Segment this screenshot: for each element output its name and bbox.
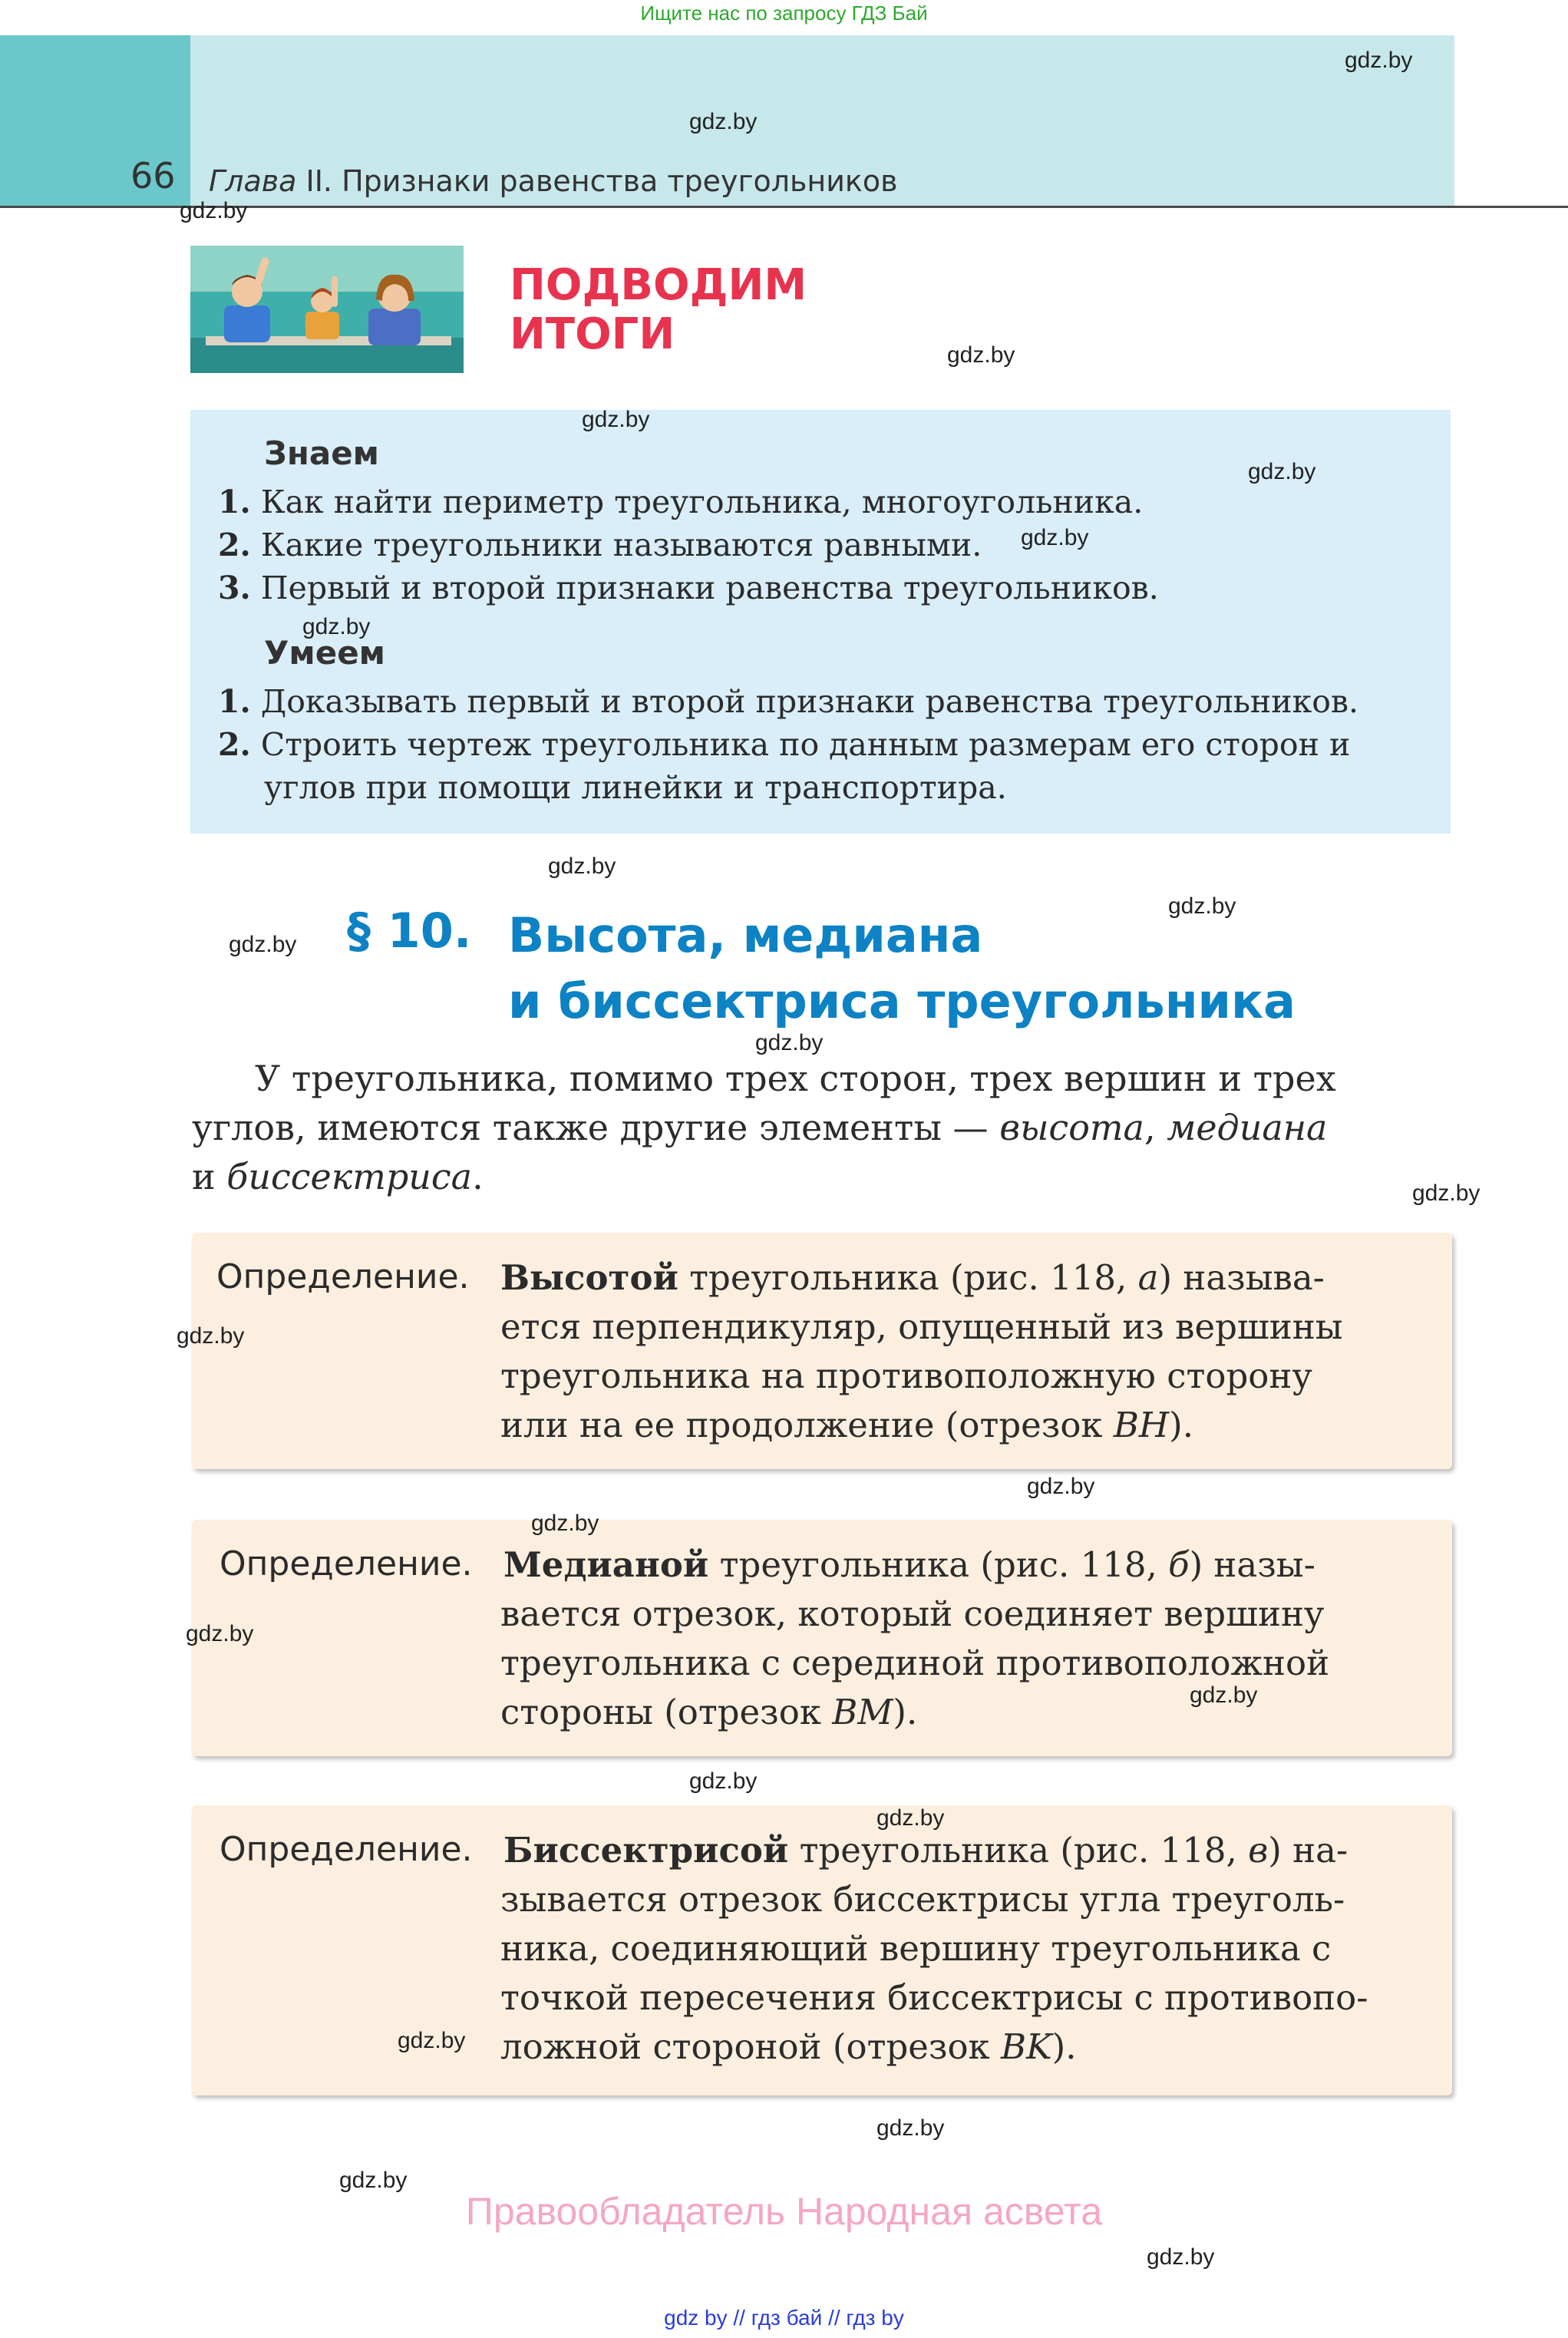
summary-title-line1: ПОДВОДИМ	[510, 260, 807, 310]
summary-title	[510, 261, 807, 359]
know-item	[218, 570, 1159, 606]
watermark: gdz.by	[947, 342, 1015, 368]
definition-text: ) назы-	[1189, 1544, 1315, 1585]
watermark: gdz.by	[1345, 48, 1413, 73]
know-item-text: Какие треугольники называются равными.	[260, 527, 982, 563]
students-illustration	[190, 246, 464, 373]
definition-text: или на ее продолжение (отрезок	[500, 1405, 1114, 1445]
intro-text: углов, имеются также другие элементы —	[192, 1107, 1000, 1148]
chapter-word: Глава	[209, 164, 297, 198]
definition-line: ется перпендикуляр, опущенный из вершины	[500, 1306, 1343, 1347]
definition-line	[503, 1830, 1348, 1871]
watermark: gdz.by	[180, 198, 248, 223]
watermark: gdz.by	[1027, 1474, 1095, 1499]
can-item-number: 1.	[218, 683, 251, 720]
can-item	[218, 683, 1358, 720]
can-item-text: Доказывать первый и второй признаки равенства треугольников.	[260, 683, 1359, 720]
definition-line	[503, 1544, 1315, 1585]
can-item-text: Строить чертеж треугольника по данным размерам его сторон и	[260, 726, 1351, 763]
watermark: gdz.by	[755, 1030, 824, 1055]
definition-text: ).	[893, 1692, 918, 1732]
definition-line: точкой пересечения биссектрисы с противопо-	[500, 1977, 1368, 2018]
definition-text: ) называ-	[1158, 1257, 1325, 1298]
definition-line	[500, 1405, 1193, 1445]
definition-text: стороны (отрезок	[500, 1692, 833, 1732]
footer-links[interactable]: gdz by // гдз бай // гдз by	[664, 2306, 904, 2330]
know-item	[218, 484, 1143, 520]
definition-text: треугольника (рис. 118,	[708, 1544, 1169, 1585]
know-item-text: Первый и второй признаки равенства треугольников.	[260, 570, 1159, 606]
definition-line: треугольника на противоположную сторону	[500, 1356, 1312, 1396]
definition-text: ).	[1169, 1405, 1194, 1445]
watermark: gdz.by	[689, 109, 758, 134]
watermark: gdz.by	[876, 1805, 945, 1831]
rights-holder-note: Правообладатель Народная асвета	[465, 2190, 1103, 2233]
watermark: gdz.by	[1190, 1683, 1258, 1708]
watermark: gdz.by	[1021, 525, 1089, 550]
term-height: высота	[999, 1107, 1144, 1148]
figure-letter: в	[1248, 1830, 1269, 1871]
search-hint-banner: Ищите нас по запросу ГДЗ Бай	[640, 2, 928, 25]
definition-line	[500, 1257, 1325, 1298]
know-item-number: 3.	[218, 570, 251, 606]
definition-line: вается отрезок, который соединяет вершину	[500, 1593, 1325, 1634]
watermark: gdz.by	[1168, 893, 1236, 919]
watermark: gdz.by	[1412, 1181, 1481, 1206]
intro-line	[192, 1107, 1327, 1148]
definition-line: ника, соединяющий вершину треугольника с	[500, 1928, 1332, 1969]
watermark: gdz.by	[582, 407, 650, 432]
know-item-number: 1.	[218, 484, 251, 520]
know-item-number: 2.	[218, 527, 251, 563]
page-number: 66	[130, 155, 176, 196]
segment-label: BK	[1000, 2026, 1052, 2067]
definition-line	[500, 1692, 917, 1732]
section-title	[508, 903, 1296, 1035]
definition-text: ложной стороной (отрезок	[500, 2026, 1001, 2067]
watermark: gdz.by	[1147, 2244, 1215, 2270]
chapter-name: II. Признаки равенства треугольников	[296, 164, 898, 198]
definition-text: треугольника (рис. 118,	[678, 1257, 1138, 1298]
definition-term: Высотой	[500, 1257, 678, 1298]
watermark: gdz.by	[689, 1768, 758, 1794]
definition-term: Биссектрисой	[503, 1830, 789, 1871]
intro-text: .	[472, 1156, 484, 1197]
watermark: gdz.by	[531, 1511, 599, 1536]
section-title-line1: Высота, медиана	[508, 907, 983, 963]
intro-text: и	[192, 1156, 227, 1197]
students-illustration-svg	[190, 246, 464, 373]
definition-text: ) на-	[1268, 1830, 1348, 1871]
watermark: gdz.by	[229, 932, 297, 957]
section-title-line2: и биссектриса треугольника	[508, 973, 1296, 1029]
definition-label: Определение.	[220, 1830, 473, 1869]
know-item	[218, 527, 982, 563]
definition-label: Определение.	[220, 1544, 473, 1583]
know-item-text: Как найти периметр треугольника, многоугольника.	[260, 484, 1144, 520]
watermark: gdz.by	[398, 2028, 466, 2053]
definition-line: зывается отрезок биссектрисы угла треуголь-	[500, 1879, 1345, 1920]
summary-title-line2: ИТОГИ	[510, 309, 675, 359]
segment-label: BM	[832, 1692, 893, 1732]
intro-text: ,	[1144, 1107, 1167, 1148]
can-heading: Умеем	[264, 634, 386, 672]
know-heading: Знаем	[264, 434, 380, 472]
watermark: gdz.by	[339, 2168, 408, 2193]
definition-text: треугольника (рис. 118,	[788, 1830, 1249, 1871]
definition-line: треугольника с серединой противоположной	[500, 1643, 1330, 1683]
definition-text: ).	[1051, 2026, 1077, 2067]
watermark: gdz.by	[876, 2115, 945, 2141]
can-item	[218, 726, 1350, 763]
watermark: gdz.by	[1248, 459, 1316, 484]
chapter-title	[209, 164, 898, 198]
watermark: gdz.by	[186, 1621, 254, 1646]
definition-term: Медианой	[503, 1544, 709, 1585]
figure-letter: б	[1168, 1544, 1190, 1585]
watermark: gdz.by	[302, 614, 371, 639]
term-bisector: биссектриса	[226, 1156, 473, 1197]
term-median: медиана	[1167, 1107, 1328, 1148]
can-item-continuation: углов при помощи линейки и транспортира.	[264, 769, 1007, 806]
intro-line: У треугольника, помимо трех сторон, трех вершин и трех	[255, 1058, 1336, 1099]
segment-label: BH	[1113, 1405, 1170, 1445]
watermark: gdz.by	[177, 1323, 245, 1349]
figure-letter: а	[1137, 1257, 1159, 1298]
section-number: § 10.	[347, 903, 472, 959]
intro-line	[192, 1156, 484, 1197]
watermark: gdz.by	[548, 854, 616, 879]
can-item-number: 2.	[218, 726, 251, 763]
definition-label: Определение.	[216, 1257, 470, 1296]
definition-line	[500, 2026, 1077, 2067]
